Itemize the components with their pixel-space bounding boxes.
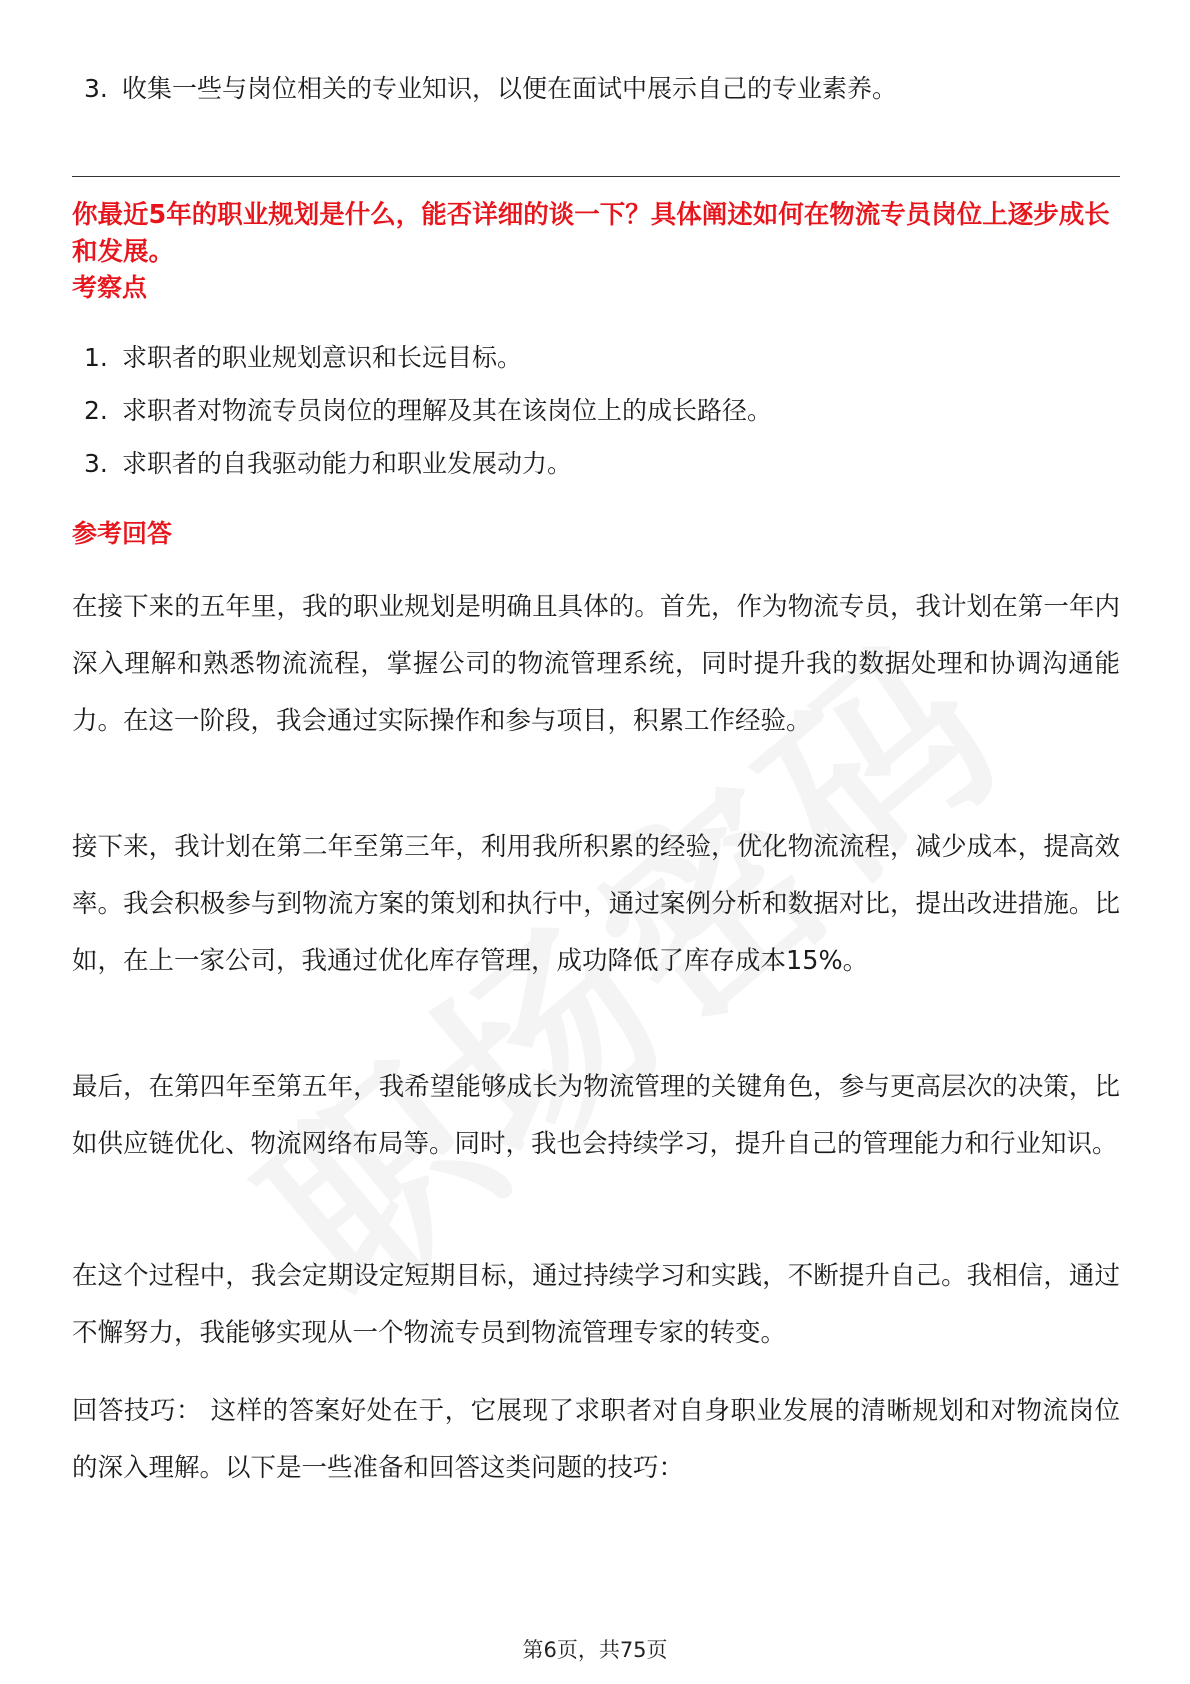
list-number: 3. bbox=[84, 449, 108, 478]
assessment-heading: 考察点 bbox=[72, 273, 148, 302]
question-title: 你最近5年的职业规划是什么，能否详细的谈一下？具体阐述如何在物流专员岗位上逐步成长和发展。 bbox=[72, 200, 1110, 267]
list-text: 求职者的自我驱动能力和职业发展动力。 bbox=[122, 449, 573, 478]
list-text: 收集一些与岗位相关的专业知识，以便在面试中展示自己的专业素养。 bbox=[122, 74, 898, 103]
list-number: 3. bbox=[84, 74, 108, 103]
answer-paragraph: 在这个过程中，我会定期设定短期目标，通过持续学习和实践，不断提升自己。我相信，通过不懈努力，我能够实现从一个物流专员到物流管理专家的转变。 bbox=[72, 1261, 1120, 1348]
page-number: 第6页，共75页 bbox=[522, 1638, 668, 1662]
answer-paragraph: 接下来，我计划在第二年至第三年，利用我所积累的经验，优化物流流程，减少成本，提高效率。我会积极参与到物流方案的策划和执行中，通过案例分析和数据对比，提出改进措施。比如，在上一家公司，我通过优化库存管理，成功降低了库存成本15%。 bbox=[72, 832, 1120, 976]
list-number: 1. bbox=[84, 343, 108, 372]
list-item bbox=[84, 447, 572, 481]
answer-heading: 参考回答 bbox=[72, 519, 173, 548]
answer-paragraph: 在接下来的五年里，我的职业规划是明确且具体的。首先，作为物流专员，我计划在第一年内深入理解和熟悉物流流程，掌握公司的物流管理系统，同时提升我的数据处理和协调沟通能力。在这一阶段，我会通过实际操作和参与项目，积累工作经验。 bbox=[72, 592, 1120, 736]
answer-paragraph: 最后，在第四年至第五年，我希望能够成长为物流管理的关键角色，参与更高层次的决策，比如供应链优化、物流网络布局等。同时，我也会持续学习，提升自己的管理能力和行业知识。 bbox=[72, 1072, 1120, 1159]
section-divider bbox=[72, 176, 1120, 177]
list-text: 求职者的职业规划意识和长远目标。 bbox=[122, 343, 523, 372]
list-item bbox=[84, 341, 522, 375]
list-item bbox=[84, 72, 897, 106]
answer-tips-paragraph: 回答技巧： 这样的答案好处在于，它展现了求职者对自身职业发展的清晰规划和对物流岗位的深入理解。以下是一些准备和回答这类问题的技巧： bbox=[72, 1396, 1120, 1483]
list-item bbox=[84, 394, 772, 428]
list-text: 求职者对物流专员岗位的理解及其在该岗位上的成长路径。 bbox=[122, 396, 773, 425]
list-number: 2. bbox=[84, 396, 108, 425]
